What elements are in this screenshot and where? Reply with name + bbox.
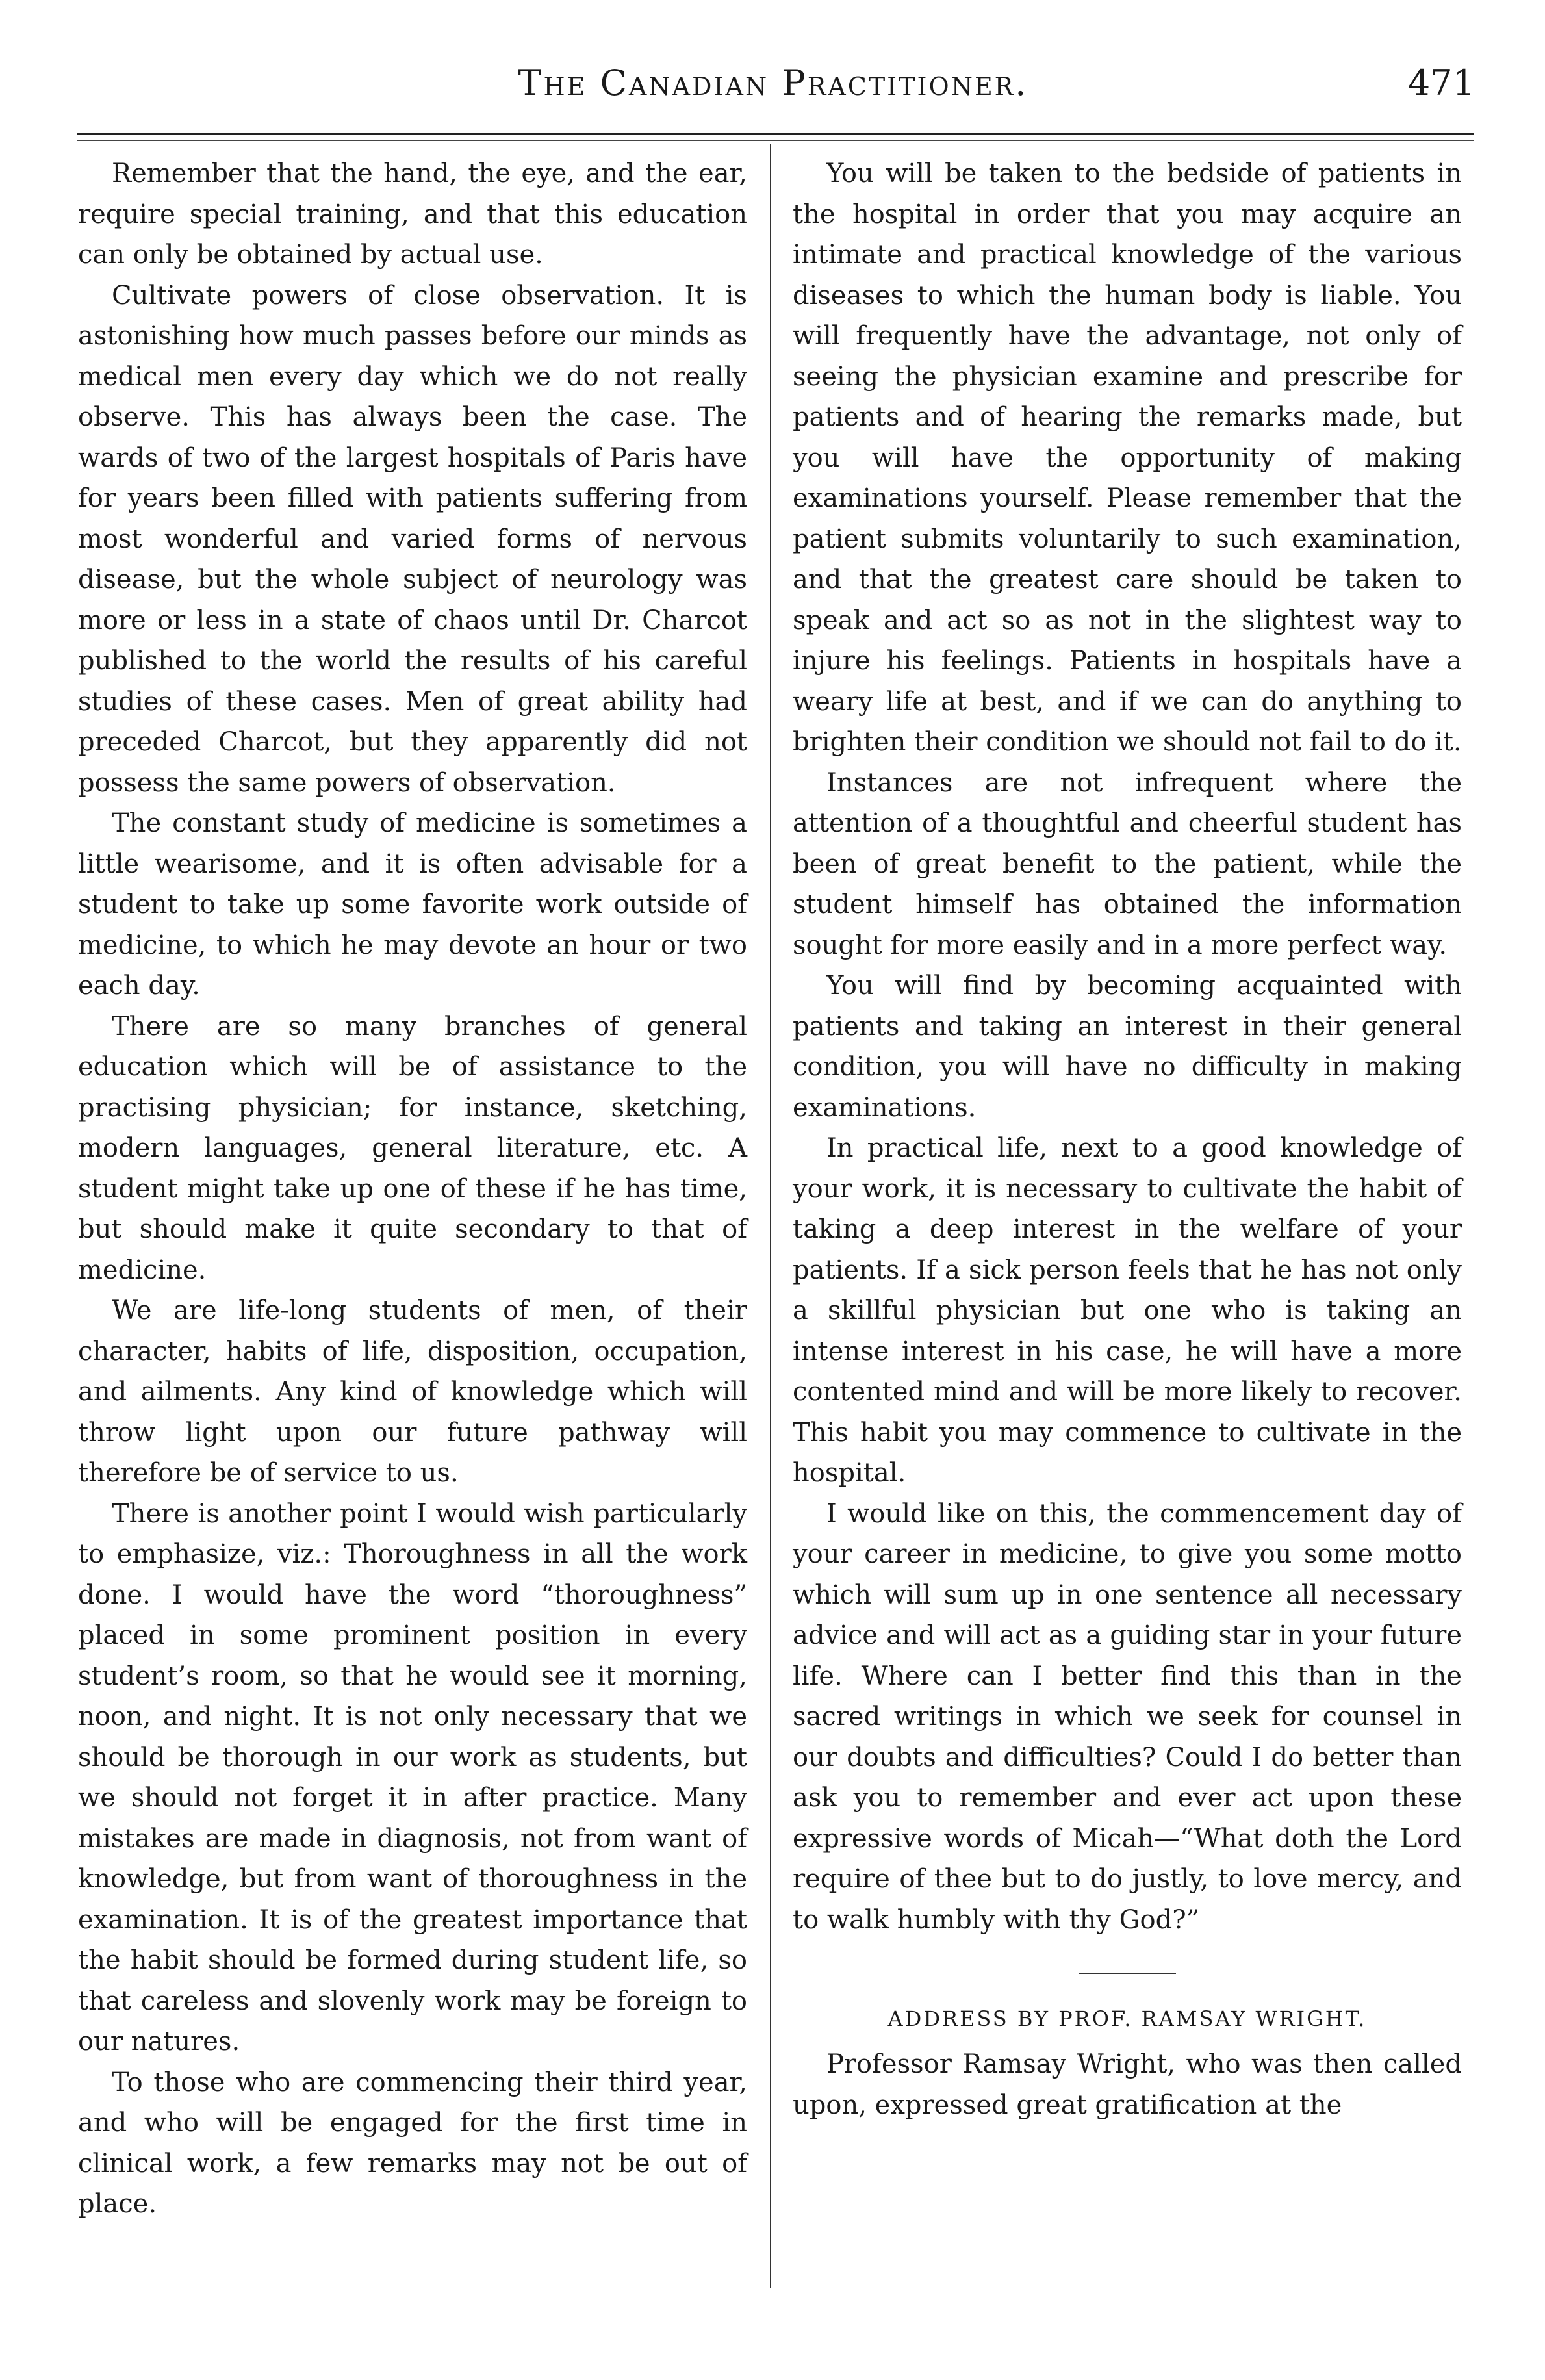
- paragraph: There are so many branches of general education which will be of assistance to the practising physician; for instance, sketching, modern languages, general literature, etc. A student might take up one of these if he has time, but should make it quite secondary to that of medicine.: [78, 1011, 747, 1285]
- left-column: [78, 153, 747, 2225]
- paragraph: Cultivate powers of close observation. It is astonishing how much passes before our minds as medical men every day which we do not really observe. This has always been the case. The wards of two of the largest hospitals of Paris have for years been filled with patients suffering from most wonderful and varied forms of nervous disease, but the whole subject of neurology was more or less in a state of chaos until Dr. Charcot published to the world the results of his careful studies of these cases. Men of great ability had preceded Charcot, but they apparently did not possess the same powers of observation.: [78, 280, 747, 798]
- running-title: The Canadian Practitioner.: [518, 62, 1028, 103]
- paragraph: You will find by becoming acquainted with patients and taking an interest in their general condition, you will have no difficulty in making examinations.: [793, 971, 1462, 1123]
- paragraph: Remember that the hand, the eye, and the ear, require special training, and that this education can only be obtained by actual use.: [78, 159, 747, 270]
- paragraph: There is another point I would wish particularly to emphasize, viz.: Thoroughness in all the work done. I would have the word “thoroughness” placed in some prominent position in every student’s room, so that he would see it morning, noon, and night. It is not only necessary that we should be thorough in our work as students, but we should not forget it in after practice. Many mistakes are made in diagnosis, not from want of knowledge, but from want of thoroughness in the examination. It is of the greatest importance that the habit should be formed during student life, so that careless and slovenly work may be foreign to our natures.: [78, 1498, 747, 2056]
- paragraph: I would like on this, the commencement day of your career in medicine, to give you some motto which will sum up in one sentence all necessary advice and will act as a guiding star in your future life. Where can I better find this than in the sacred writings in which we seek for counsel in our doubts and difficulties? Could I do better than ask you to remember and ever act upon these expressive words of Micah—“What doth the Lord require of thee but to do justly, to love mercy, and to walk humbly with thy God?”: [793, 1498, 1462, 1935]
- paragraph: Professor Ramsay Wright, who was then called upon, expressed great gratification at the: [793, 2049, 1462, 2120]
- paragraph: Instances are not infrequent where the attention of a thoughtful and cheerful student has been of great benefit to the patient, while the student himself has obtained the information sought for more easily and in a more perfect way.: [793, 767, 1462, 960]
- section-heading: ADDRESS BY PROF. RAMSAY WRIGHT.: [887, 2006, 1367, 2031]
- paragraph: We are life-long students of men, of their character, habits of life, disposition, occupation, and ailments. Any kind of knowledge which will throw light upon our future pathway will therefore be of service to us.: [78, 1296, 747, 1488]
- running-head: [71, 57, 1475, 109]
- paragraph: You will be taken to the bedside of patients in the hospital in order that you may acquire an intimate and practical knowledge of the various diseases to which the human body is liable. You will frequently have the advantage, not only of seeing the physician examine and prescribe for patients and of hearing the remarks made, but you will have the opportunity of making examinations yourself. Please remember that the patient submits voluntarily to such examination, and that the greatest care should be taken to speak and act so as not in the slightest way to injure his feelings. Patients in hospitals have a weary life at best, and if we can do anything to brighten their condition we should not fail to do it.: [793, 159, 1462, 757]
- paragraph: In practical life, next to a good knowledge of your work, it is necessary to cultivate the habit of taking a deep interest in the welfare of your patients. If a sick person feels that he has not only a skillful physician but one who is taking an intense interest in his case, he will have a more contented mind and will be more likely to recover. This habit you may commence to cultivate in the hospital.: [793, 1133, 1462, 1488]
- right-column: [793, 153, 1462, 2125]
- paragraph: To those who are commencing their third year, and who will be engaged for the first time in clinical work, a few remarks may not be out of place.: [78, 2067, 747, 2219]
- section-divider: [1079, 1973, 1176, 1974]
- paragraph: The constant study of medicine is sometimes a little wearisome, and it is often advisable for a student to take up some favorite work outside of medicine, to which he may devote an hour or two each day.: [78, 808, 747, 1001]
- header-rule-thin: [77, 140, 1474, 141]
- page-number: 471: [1407, 62, 1475, 103]
- column-divider: [770, 144, 771, 2288]
- header-rule: [77, 133, 1474, 135]
